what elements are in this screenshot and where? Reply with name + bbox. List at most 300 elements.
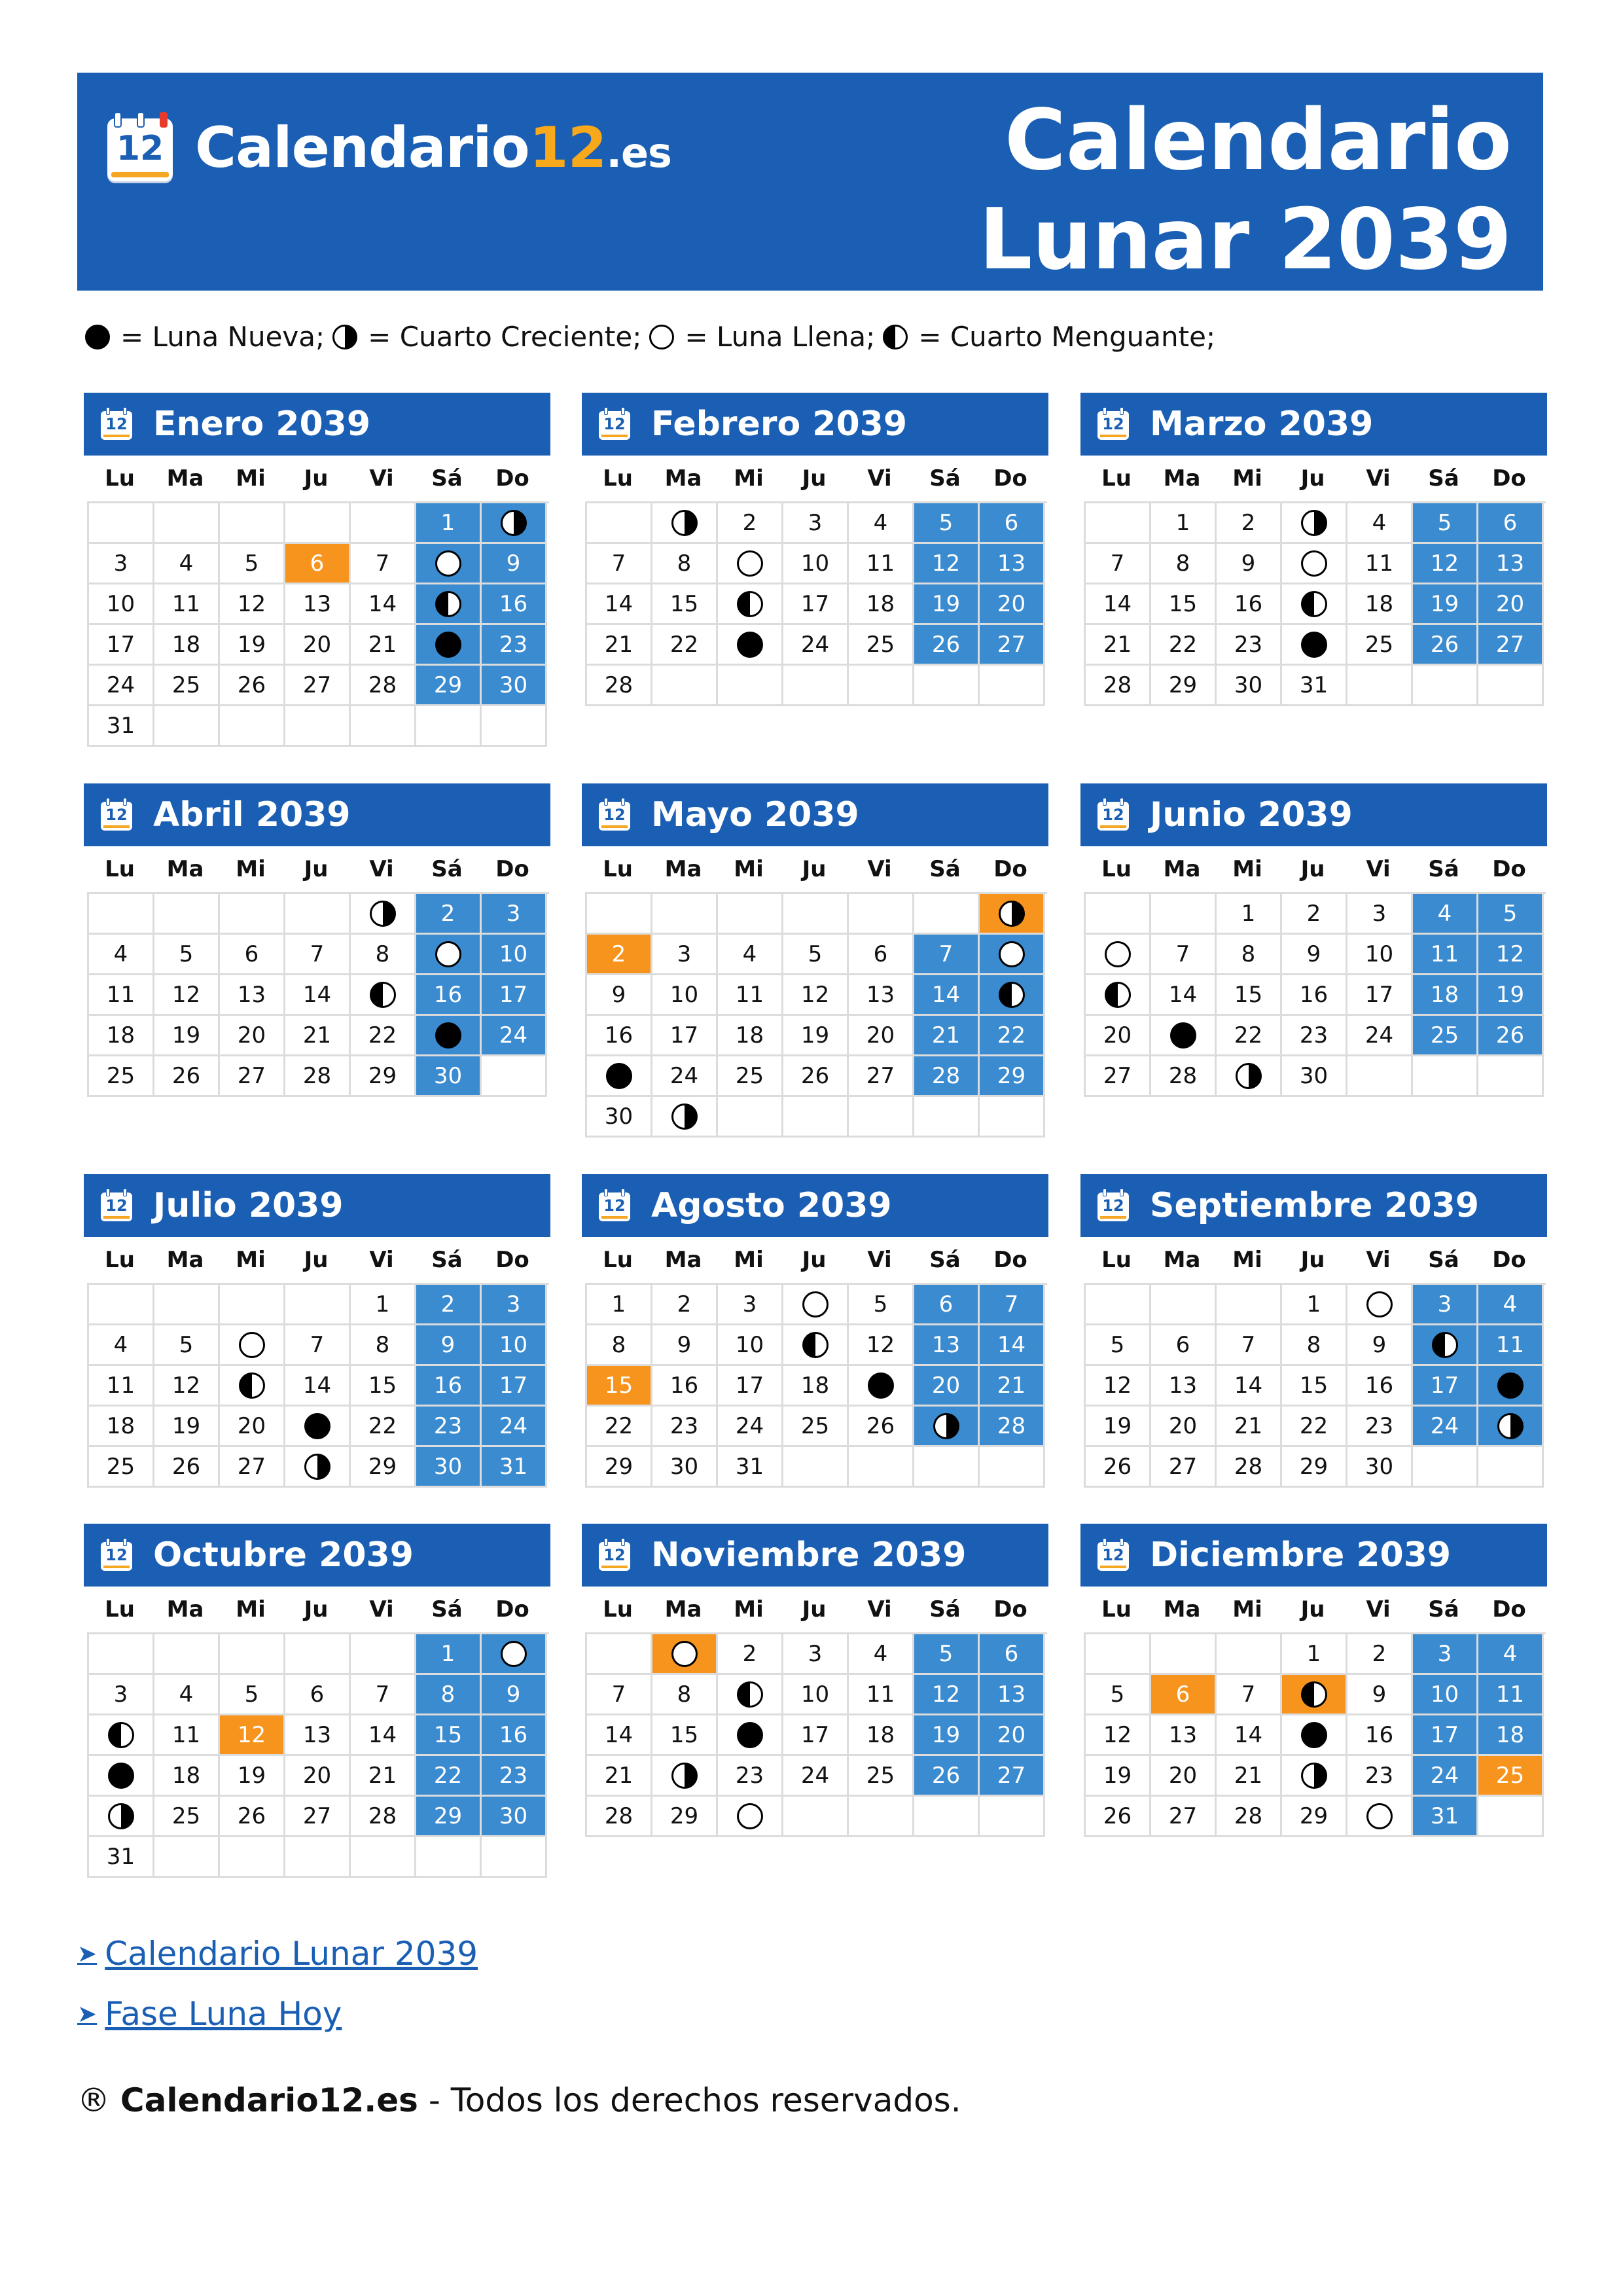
day-cell[interactable]	[89, 1756, 154, 1797]
day-cell[interactable]: 3	[1413, 1634, 1478, 1675]
day-cell[interactable]: 31	[718, 1447, 783, 1488]
day-cell[interactable]: 12	[1086, 1366, 1151, 1407]
day-cell[interactable]: 26	[1478, 1016, 1544, 1056]
day-cell[interactable]: 27	[1478, 625, 1544, 666]
day-cell[interactable]: 20	[1478, 584, 1544, 625]
day-cell[interactable]: 19	[783, 1016, 849, 1056]
day-cell[interactable]: 2	[1217, 503, 1282, 544]
day-cell[interactable]: 26	[220, 666, 285, 706]
day-cell[interactable]: 22	[1151, 625, 1217, 666]
day-cell[interactable]: 19	[220, 625, 285, 666]
day-cell[interactable]: 5	[220, 544, 285, 584]
day-cell[interactable]	[1347, 1285, 1413, 1325]
day-cell[interactable]: 18	[154, 625, 220, 666]
day-cell[interactable]: 13	[849, 975, 914, 1016]
day-cell[interactable]	[1282, 1715, 1347, 1756]
day-cell[interactable]: 10	[89, 584, 154, 625]
day-cell[interactable]: 26	[914, 1756, 980, 1797]
day-cell[interactable]: 7	[285, 935, 351, 975]
day-cell[interactable]: 30	[1217, 666, 1282, 706]
day-cell[interactable]: 25	[783, 1407, 849, 1447]
day-cell[interactable]: 2	[416, 894, 482, 935]
day-cell[interactable]: 20	[220, 1016, 285, 1056]
day-cell[interactable]	[718, 544, 783, 584]
day-cell[interactable]	[1413, 1325, 1478, 1366]
day-cell[interactable]: 12	[220, 1715, 285, 1756]
day-cell[interactable]: 18	[89, 1016, 154, 1056]
day-cell[interactable]: 26	[914, 625, 980, 666]
day-cell[interactable]: 3	[89, 544, 154, 584]
day-cell[interactable]: 6	[1151, 1325, 1217, 1366]
link-calendario-lunar[interactable]: ➤ Calendario Lunar 2039	[77, 1935, 478, 1973]
day-cell[interactable]: 27	[285, 666, 351, 706]
day-cell[interactable]: 11	[1478, 1325, 1544, 1366]
day-cell[interactable]: 22	[1282, 1407, 1347, 1447]
day-cell[interactable]: 20	[285, 1756, 351, 1797]
day-cell[interactable]: 7	[1086, 544, 1151, 584]
day-cell[interactable]: 3	[1413, 1285, 1478, 1325]
day-cell[interactable]: 16	[587, 1016, 652, 1056]
day-cell[interactable]: 9	[1282, 935, 1347, 975]
day-cell[interactable]: 16	[1347, 1366, 1413, 1407]
day-cell[interactable]: 11	[849, 1675, 914, 1715]
day-cell[interactable]: 18	[783, 1366, 849, 1407]
day-cell[interactable]: 13	[220, 975, 285, 1016]
day-cell[interactable]	[1217, 1056, 1282, 1097]
day-cell[interactable]: 2	[1347, 1634, 1413, 1675]
day-cell[interactable]: 24	[1413, 1407, 1478, 1447]
day-cell[interactable]: 14	[351, 1715, 416, 1756]
day-cell[interactable]: 10	[1413, 1675, 1478, 1715]
day-cell[interactable]: 11	[89, 1366, 154, 1407]
day-cell[interactable]	[652, 503, 718, 544]
day-cell[interactable]	[718, 625, 783, 666]
day-cell[interactable]: 12	[154, 975, 220, 1016]
day-cell[interactable]: 25	[849, 625, 914, 666]
day-cell[interactable]: 23	[1217, 625, 1282, 666]
day-cell[interactable]: 7	[351, 1675, 416, 1715]
day-cell[interactable]: 7	[587, 544, 652, 584]
day-cell[interactable]: 30	[416, 1056, 482, 1097]
day-cell[interactable]: 26	[154, 1056, 220, 1097]
day-cell[interactable]: 17	[718, 1366, 783, 1407]
day-cell[interactable]: 1	[1217, 894, 1282, 935]
day-cell[interactable]: 14	[1217, 1366, 1282, 1407]
day-cell[interactable]: 6	[285, 1675, 351, 1715]
day-cell[interactable]	[718, 584, 783, 625]
day-cell[interactable]: 15	[351, 1366, 416, 1407]
day-cell[interactable]: 26	[783, 1056, 849, 1097]
day-cell[interactable]: 5	[1086, 1325, 1151, 1366]
day-cell[interactable]: 6	[980, 1634, 1045, 1675]
day-cell[interactable]: 4	[154, 1675, 220, 1715]
day-cell[interactable]	[1282, 544, 1347, 584]
day-cell[interactable]: 5	[783, 935, 849, 975]
day-cell[interactable]: 6	[1151, 1675, 1217, 1715]
day-cell[interactable]: 9	[1217, 544, 1282, 584]
day-cell[interactable]: 20	[914, 1366, 980, 1407]
day-cell[interactable]	[416, 1016, 482, 1056]
day-cell[interactable]: 20	[1151, 1407, 1217, 1447]
day-cell[interactable]: 30	[587, 1097, 652, 1138]
day-cell[interactable]: 6	[1478, 503, 1544, 544]
day-cell[interactable]	[351, 894, 416, 935]
day-cell[interactable]: 30	[652, 1447, 718, 1488]
day-cell[interactable]: 23	[416, 1407, 482, 1447]
day-cell[interactable]: 10	[482, 935, 547, 975]
day-cell[interactable]: 10	[1347, 935, 1413, 975]
day-cell[interactable]	[980, 975, 1045, 1016]
day-cell[interactable]: 5	[849, 1285, 914, 1325]
day-cell[interactable]	[849, 1366, 914, 1407]
day-cell[interactable]: 9	[587, 975, 652, 1016]
day-cell[interactable]: 4	[1413, 894, 1478, 935]
day-cell[interactable]: 27	[980, 625, 1045, 666]
day-cell[interactable]: 3	[89, 1675, 154, 1715]
day-cell[interactable]: 19	[1413, 584, 1478, 625]
day-cell[interactable]: 17	[482, 1366, 547, 1407]
day-cell[interactable]: 6	[285, 544, 351, 584]
day-cell[interactable]: 6	[849, 935, 914, 975]
day-cell[interactable]: 22	[1217, 1016, 1282, 1056]
day-cell[interactable]: 5	[154, 1325, 220, 1366]
day-cell[interactable]: 25	[89, 1447, 154, 1488]
day-cell[interactable]: 10	[783, 544, 849, 584]
day-cell[interactable]: 12	[1413, 544, 1478, 584]
day-cell[interactable]: 20	[1086, 1016, 1151, 1056]
day-cell[interactable]: 24	[1413, 1756, 1478, 1797]
day-cell[interactable]: 25	[89, 1056, 154, 1097]
day-cell[interactable]: 21	[285, 1016, 351, 1056]
day-cell[interactable]: 17	[1413, 1715, 1478, 1756]
day-cell[interactable]	[1282, 1675, 1347, 1715]
day-cell[interactable]: 1	[1282, 1285, 1347, 1325]
day-cell[interactable]	[980, 894, 1045, 935]
day-cell[interactable]: 19	[220, 1756, 285, 1797]
day-cell[interactable]: 22	[416, 1756, 482, 1797]
day-cell[interactable]: 27	[980, 1756, 1045, 1797]
day-cell[interactable]: 17	[482, 975, 547, 1016]
day-cell[interactable]: 24	[89, 666, 154, 706]
day-cell[interactable]: 21	[1086, 625, 1151, 666]
day-cell[interactable]: 14	[285, 975, 351, 1016]
day-cell[interactable]: 5	[220, 1675, 285, 1715]
day-cell[interactable]: 28	[351, 666, 416, 706]
day-cell[interactable]: 24	[482, 1407, 547, 1447]
day-cell[interactable]	[718, 1715, 783, 1756]
day-cell[interactable]	[89, 1797, 154, 1837]
day-cell[interactable]: 20	[285, 625, 351, 666]
day-cell[interactable]: 3	[482, 894, 547, 935]
day-cell[interactable]: 12	[914, 544, 980, 584]
day-cell[interactable]: 30	[1282, 1056, 1347, 1097]
day-cell[interactable]: 1	[587, 1285, 652, 1325]
day-cell[interactable]: 29	[1282, 1447, 1347, 1488]
day-cell[interactable]: 19	[1086, 1407, 1151, 1447]
day-cell[interactable]: 17	[1413, 1366, 1478, 1407]
day-cell[interactable]: 24	[482, 1016, 547, 1056]
day-cell[interactable]: 17	[89, 625, 154, 666]
day-cell[interactable]: 21	[351, 625, 416, 666]
day-cell[interactable]: 25	[849, 1756, 914, 1797]
day-cell[interactable]	[1282, 625, 1347, 666]
day-cell[interactable]	[980, 935, 1045, 975]
day-cell[interactable]: 19	[1086, 1756, 1151, 1797]
day-cell[interactable]: 27	[285, 1797, 351, 1837]
day-cell[interactable]: 24	[783, 1756, 849, 1797]
day-cell[interactable]: 9	[1347, 1325, 1413, 1366]
day-cell[interactable]: 8	[1282, 1325, 1347, 1366]
day-cell[interactable]: 29	[652, 1797, 718, 1837]
day-cell[interactable]: 6	[914, 1285, 980, 1325]
day-cell[interactable]: 4	[1478, 1634, 1544, 1675]
day-cell[interactable]: 5	[1086, 1675, 1151, 1715]
day-cell[interactable]: 28	[980, 1407, 1045, 1447]
day-cell[interactable]: 11	[718, 975, 783, 1016]
day-cell[interactable]: 18	[89, 1407, 154, 1447]
day-cell[interactable]: 11	[89, 975, 154, 1016]
day-cell[interactable]	[482, 503, 547, 544]
day-cell[interactable]	[652, 1634, 718, 1675]
day-cell[interactable]: 20	[980, 584, 1045, 625]
day-cell[interactable]: 27	[220, 1447, 285, 1488]
day-cell[interactable]: 4	[718, 935, 783, 975]
site-logo[interactable]	[105, 109, 671, 187]
day-cell[interactable]: 23	[1347, 1407, 1413, 1447]
day-cell[interactable]: 10	[652, 975, 718, 1016]
day-cell[interactable]: 13	[285, 1715, 351, 1756]
day-cell[interactable]: 26	[220, 1797, 285, 1837]
day-cell[interactable]: 7	[980, 1285, 1045, 1325]
day-cell[interactable]: 30	[482, 1797, 547, 1837]
day-cell[interactable]: 31	[482, 1447, 547, 1488]
day-cell[interactable]: 14	[1086, 584, 1151, 625]
day-cell[interactable]: 13	[914, 1325, 980, 1366]
day-cell[interactable]: 5	[154, 935, 220, 975]
day-cell[interactable]: 26	[1086, 1447, 1151, 1488]
day-cell[interactable]: 27	[1151, 1797, 1217, 1837]
day-cell[interactable]	[1151, 1016, 1217, 1056]
day-cell[interactable]: 7	[351, 544, 416, 584]
day-cell[interactable]: 24	[652, 1056, 718, 1097]
day-cell[interactable]: 10	[718, 1325, 783, 1366]
day-cell[interactable]: 14	[980, 1325, 1045, 1366]
day-cell[interactable]: 29	[351, 1056, 416, 1097]
day-cell[interactable]: 14	[914, 975, 980, 1016]
day-cell[interactable]: 18	[154, 1756, 220, 1797]
day-cell[interactable]: 28	[1151, 1056, 1217, 1097]
day-cell[interactable]: 11	[1478, 1675, 1544, 1715]
day-cell[interactable]	[351, 975, 416, 1016]
day-cell[interactable]: 12	[849, 1325, 914, 1366]
day-cell[interactable]: 12	[220, 584, 285, 625]
day-cell[interactable]	[1347, 1797, 1413, 1837]
day-cell[interactable]	[718, 1675, 783, 1715]
day-cell[interactable]: 8	[351, 935, 416, 975]
day-cell[interactable]: 1	[1282, 1634, 1347, 1675]
day-cell[interactable]: 26	[1413, 625, 1478, 666]
link-fase-luna-hoy[interactable]: ➤ Fase Luna Hoy	[77, 1995, 342, 2033]
day-cell[interactable]: 23	[482, 1756, 547, 1797]
day-cell[interactable]: 14	[285, 1366, 351, 1407]
day-cell[interactable]: 27	[220, 1056, 285, 1097]
day-cell[interactable]	[1282, 503, 1347, 544]
day-cell[interactable]: 16	[482, 1715, 547, 1756]
day-cell[interactable]: 13	[1478, 544, 1544, 584]
day-cell[interactable]: 2	[718, 1634, 783, 1675]
day-cell[interactable]: 23	[482, 625, 547, 666]
day-cell[interactable]: 11	[154, 584, 220, 625]
day-cell[interactable]	[587, 1056, 652, 1097]
day-cell[interactable]: 29	[416, 1797, 482, 1837]
day-cell[interactable]: 1	[1151, 503, 1217, 544]
day-cell[interactable]: 15	[1217, 975, 1282, 1016]
day-cell[interactable]: 11	[849, 544, 914, 584]
day-cell[interactable]: 16	[1282, 975, 1347, 1016]
day-cell[interactable]: 21	[587, 625, 652, 666]
day-cell[interactable]: 31	[1413, 1797, 1478, 1837]
day-cell[interactable]: 5	[914, 503, 980, 544]
day-cell[interactable]: 20	[849, 1016, 914, 1056]
day-cell[interactable]: 28	[351, 1797, 416, 1837]
day-cell[interactable]: 4	[154, 544, 220, 584]
day-cell[interactable]: 23	[718, 1756, 783, 1797]
day-cell[interactable]: 4	[89, 935, 154, 975]
day-cell[interactable]: 18	[849, 584, 914, 625]
day-cell[interactable]: 29	[587, 1447, 652, 1488]
day-cell[interactable]: 4	[1478, 1285, 1544, 1325]
day-cell[interactable]: 15	[652, 1715, 718, 1756]
day-cell[interactable]: 30	[416, 1447, 482, 1488]
day-cell[interactable]: 1	[351, 1285, 416, 1325]
day-cell[interactable]: 15	[652, 584, 718, 625]
day-cell[interactable]: 21	[1217, 1756, 1282, 1797]
day-cell[interactable]: 8	[587, 1325, 652, 1366]
day-cell[interactable]: 1	[416, 503, 482, 544]
day-cell[interactable]: 13	[1151, 1366, 1217, 1407]
day-cell[interactable]: 25	[154, 1797, 220, 1837]
day-cell[interactable]: 11	[1413, 935, 1478, 975]
day-cell[interactable]: 17	[783, 1715, 849, 1756]
day-cell[interactable]: 28	[587, 666, 652, 706]
day-cell[interactable]: 13	[980, 544, 1045, 584]
day-cell[interactable]: 29	[416, 666, 482, 706]
day-cell[interactable]: 21	[351, 1756, 416, 1797]
day-cell[interactable]	[220, 1325, 285, 1366]
day-cell[interactable]: 17	[1347, 975, 1413, 1016]
day-cell[interactable]: 31	[1282, 666, 1347, 706]
day-cell[interactable]: 26	[1086, 1797, 1151, 1837]
day-cell[interactable]: 30	[482, 666, 547, 706]
day-cell[interactable]: 19	[914, 584, 980, 625]
day-cell[interactable]	[652, 1097, 718, 1138]
day-cell[interactable]: 4	[89, 1325, 154, 1366]
day-cell[interactable]: 5	[1478, 894, 1544, 935]
day-cell[interactable]: 9	[416, 1325, 482, 1366]
day-cell[interactable]: 28	[285, 1056, 351, 1097]
day-cell[interactable]: 29	[351, 1447, 416, 1488]
day-cell[interactable]: 16	[416, 975, 482, 1016]
day-cell[interactable]: 12	[154, 1366, 220, 1407]
day-cell[interactable]: 8	[652, 1675, 718, 1715]
day-cell[interactable]: 13	[1151, 1715, 1217, 1756]
day-cell[interactable]: 9	[482, 1675, 547, 1715]
day-cell[interactable]: 8	[1217, 935, 1282, 975]
day-cell[interactable]: 9	[652, 1325, 718, 1366]
day-cell[interactable]: 12	[914, 1675, 980, 1715]
day-cell[interactable]	[914, 1407, 980, 1447]
day-cell[interactable]: 9	[1347, 1675, 1413, 1715]
day-cell[interactable]	[416, 544, 482, 584]
day-cell[interactable]: 21	[980, 1366, 1045, 1407]
day-cell[interactable]: 29	[1282, 1797, 1347, 1837]
day-cell[interactable]: 18	[1413, 975, 1478, 1016]
day-cell[interactable]: 8	[416, 1675, 482, 1715]
day-cell[interactable]: 17	[652, 1016, 718, 1056]
day-cell[interactable]: 18	[1347, 584, 1413, 625]
day-cell[interactable]: 16	[1347, 1715, 1413, 1756]
day-cell[interactable]: 22	[351, 1407, 416, 1447]
day-cell[interactable]: 29	[1151, 666, 1217, 706]
day-cell[interactable]: 7	[1151, 935, 1217, 975]
day-cell[interactable]: 25	[1413, 1016, 1478, 1056]
day-cell[interactable]: 2	[718, 503, 783, 544]
day-cell[interactable]: 18	[849, 1715, 914, 1756]
day-cell[interactable]: 12	[1478, 935, 1544, 975]
day-cell[interactable]: 23	[1282, 1016, 1347, 1056]
day-cell[interactable]: 26	[154, 1447, 220, 1488]
day-cell[interactable]: 3	[652, 935, 718, 975]
day-cell[interactable]: 2	[416, 1285, 482, 1325]
day-cell[interactable]: 27	[849, 1056, 914, 1097]
day-cell[interactable]: 25	[718, 1056, 783, 1097]
day-cell[interactable]	[1478, 1366, 1544, 1407]
day-cell[interactable]: 2	[1282, 894, 1347, 935]
day-cell[interactable]: 8	[1151, 544, 1217, 584]
day-cell[interactable]	[1282, 1756, 1347, 1797]
day-cell[interactable]: 11	[1347, 544, 1413, 584]
day-cell[interactable]: 5	[1413, 503, 1478, 544]
day-cell[interactable]	[783, 1325, 849, 1366]
day-cell[interactable]: 23	[652, 1407, 718, 1447]
day-cell[interactable]: 13	[980, 1675, 1045, 1715]
day-cell[interactable]: 28	[914, 1056, 980, 1097]
day-cell[interactable]: 8	[652, 544, 718, 584]
day-cell[interactable]	[1086, 935, 1151, 975]
day-cell[interactable]: 25	[154, 666, 220, 706]
day-cell[interactable]	[285, 1447, 351, 1488]
day-cell[interactable]: 27	[1086, 1056, 1151, 1097]
day-cell[interactable]: 22	[980, 1016, 1045, 1056]
day-cell[interactable]	[89, 1715, 154, 1756]
day-cell[interactable]	[1086, 975, 1151, 1016]
day-cell[interactable]: 4	[1347, 503, 1413, 544]
day-cell[interactable]: 4	[849, 503, 914, 544]
day-cell[interactable]: 16	[416, 1366, 482, 1407]
day-cell[interactable]: 3	[783, 503, 849, 544]
day-cell[interactable]: 9	[482, 544, 547, 584]
day-cell[interactable]: 10	[482, 1325, 547, 1366]
day-cell[interactable]: 26	[849, 1407, 914, 1447]
day-cell[interactable]: 29	[980, 1056, 1045, 1097]
day-cell[interactable]: 24	[783, 625, 849, 666]
day-cell[interactable]	[652, 1756, 718, 1797]
day-cell[interactable]: 14	[587, 584, 652, 625]
day-cell[interactable]: 12	[1086, 1715, 1151, 1756]
day-cell[interactable]: 6	[220, 935, 285, 975]
day-cell[interactable]: 25	[1478, 1756, 1544, 1797]
day-cell[interactable]	[783, 1285, 849, 1325]
